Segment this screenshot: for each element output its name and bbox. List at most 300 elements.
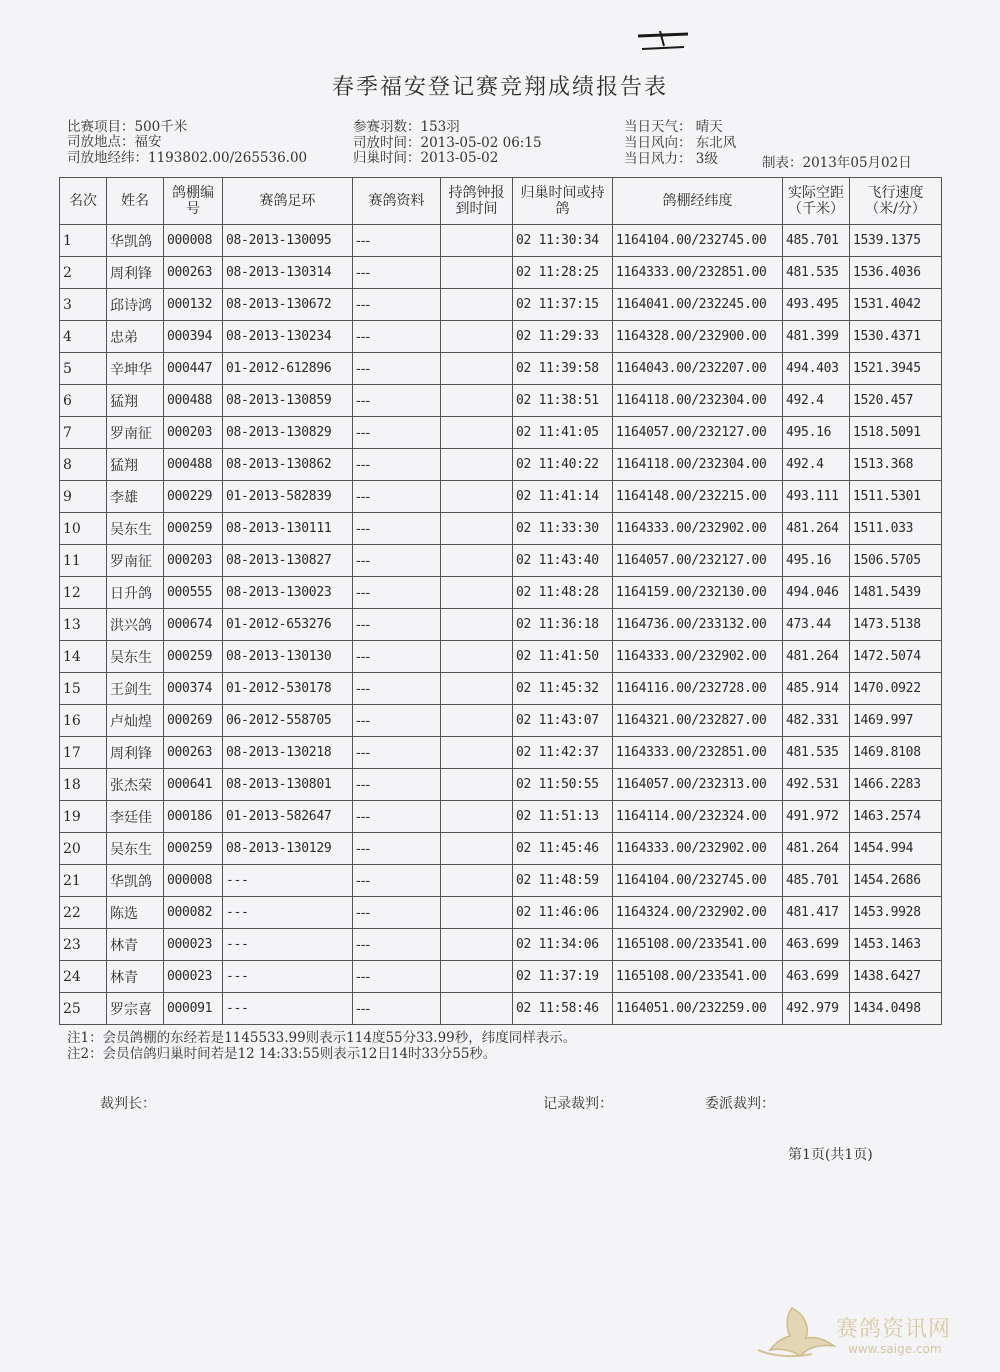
cell-clock [441, 353, 513, 385]
cell-coords: 1164333.00/232851.00 [613, 737, 783, 769]
cell-speed: 1511.5301 [850, 481, 942, 513]
weather: 当日天气： 晴天 [624, 119, 723, 135]
cell-info: --- [353, 865, 441, 897]
header-name: 姓名 [107, 178, 164, 225]
watermark-text: 赛鸽资讯网 [836, 1317, 952, 1342]
table-row [60, 641, 942, 673]
cell-rank: 12 [60, 577, 107, 609]
cell-loft-no: 000229 [164, 481, 223, 513]
cell-arrival: 02 11:48:59 [513, 865, 613, 897]
cell-name: 林青 [107, 929, 164, 961]
cell-clock [441, 705, 513, 737]
table-row [60, 225, 942, 257]
cell-speed: 1520.457 [850, 385, 942, 417]
cell-rank: 23 [60, 929, 107, 961]
cell-arrival: 02 11:42:37 [513, 737, 613, 769]
cell-clock [441, 929, 513, 961]
cell-speed: 1466.2283 [850, 769, 942, 801]
cell-info: --- [353, 833, 441, 865]
cell-name: 李雄 [107, 481, 164, 513]
page-number: 第1页(共1页) [788, 1147, 873, 1163]
cell-arrival: 02 11:45:46 [513, 833, 613, 865]
table-row [60, 769, 942, 801]
cell-info: --- [353, 673, 441, 705]
cell-arrival: 02 11:41:50 [513, 641, 613, 673]
cell-rank: 15 [60, 673, 107, 705]
cell-speed: 1453.1463 [850, 929, 942, 961]
cell-info: --- [353, 577, 441, 609]
cell-distance: 492.979 [783, 993, 850, 1025]
cell-loft-no: 000023 [164, 961, 223, 993]
table-row [60, 385, 942, 417]
cell-distance: 485.701 [783, 225, 850, 257]
cell-name: 吴东生 [107, 833, 164, 865]
cell-loft-no: 000259 [164, 833, 223, 865]
cell-name: 辛坤华 [107, 353, 164, 385]
cell-speed: 1513.368 [850, 449, 942, 481]
cell-rank: 1 [60, 225, 107, 257]
cell-coords: 1164333.00/232851.00 [613, 257, 783, 289]
cell-coords: 1164148.00/232215.00 [613, 481, 783, 513]
cell-distance: 494.403 [783, 353, 850, 385]
cell-loft-no: 000394 [164, 321, 223, 353]
cell-name: 日升鸽 [107, 577, 164, 609]
cell-loft-no: 000488 [164, 449, 223, 481]
cell-clock [441, 321, 513, 353]
cell-speed: 1434.0498 [850, 993, 942, 1025]
cell-loft-no: 000091 [164, 993, 223, 1025]
cell-coords: 1164324.00/232902.00 [613, 897, 783, 929]
cell-rank: 13 [60, 609, 107, 641]
cell-info: --- [353, 609, 441, 641]
cell-arrival: 02 11:58:46 [513, 993, 613, 1025]
cell-distance: 481.264 [783, 513, 850, 545]
cell-clock [441, 225, 513, 257]
cell-clock [441, 257, 513, 289]
cell-rank: 16 [60, 705, 107, 737]
cell-ring: 01-2012-530178 [223, 673, 353, 705]
cell-name: 王剑生 [107, 673, 164, 705]
cell-name: 邱诗鸿 [107, 289, 164, 321]
cell-clock [441, 769, 513, 801]
cell-loft-no: 000555 [164, 577, 223, 609]
cell-loft-no: 000203 [164, 545, 223, 577]
table-row [60, 545, 942, 577]
table-row [60, 993, 942, 1025]
cell-name: 吴东生 [107, 513, 164, 545]
cell-clock [441, 481, 513, 513]
cell-ring: 08-2013-130129 [223, 833, 353, 865]
cell-name: 华凯鸽 [107, 865, 164, 897]
table-row [60, 417, 942, 449]
cell-speed: 1454.2686 [850, 865, 942, 897]
cell-arrival: 02 11:38:51 [513, 385, 613, 417]
cell-arrival: 02 11:41:05 [513, 417, 613, 449]
report-title: 春季福安登记赛竞翔成绩报告表 [331, 75, 668, 100]
cell-coords: 1164051.00/232259.00 [613, 993, 783, 1025]
cell-clock [441, 865, 513, 897]
header-distance: 实际空距（千米） [783, 178, 850, 225]
cell-distance: 493.111 [783, 481, 850, 513]
cell-coords: 1164043.00/232207.00 [613, 353, 783, 385]
cell-rank: 19 [60, 801, 107, 833]
cell-ring: 01-2013-582839 [223, 481, 353, 513]
cell-arrival: 02 11:51:13 [513, 801, 613, 833]
cell-coords: 1164041.00/232245.00 [613, 289, 783, 321]
cell-rank: 25 [60, 993, 107, 1025]
cell-rank: 17 [60, 737, 107, 769]
cell-coords: 1164057.00/232127.00 [613, 545, 783, 577]
release-time: 司放时间：2013-05-02 06:15 [353, 135, 542, 151]
return-time: 归巢时间：2013-05-02 [353, 150, 499, 166]
results-table [59, 177, 942, 1025]
cell-arrival: 02 11:43:07 [513, 705, 613, 737]
table-row [60, 801, 942, 833]
cell-info: --- [353, 225, 441, 257]
cell-clock [441, 737, 513, 769]
release-place: 司放地点：福安 [67, 134, 162, 150]
wind-direction: 当日风向： 东北风 [624, 135, 737, 151]
cell-loft-no: 000186 [164, 801, 223, 833]
cell-name: 忠弟 [107, 321, 164, 353]
cell-name: 猛翔 [107, 449, 164, 481]
cell-speed: 1531.4042 [850, 289, 942, 321]
cell-speed: 1530.4371 [850, 321, 942, 353]
cell-info: --- [353, 961, 441, 993]
watermark-url: www.saige.com [848, 1342, 942, 1356]
cell-rank: 21 [60, 865, 107, 897]
cell-arrival: 02 11:48:28 [513, 577, 613, 609]
cell-name: 猛翔 [107, 385, 164, 417]
cell-ring: 08-2013-130829 [223, 417, 353, 449]
handwritten-mark-icon [634, 28, 692, 52]
entries-count: 参赛羽数：153羽 [353, 119, 460, 135]
cell-ring: 01-2012-612896 [223, 353, 353, 385]
note-2: 注2：会员信鸽归巢时间若是12 14:33:55则表示12日14时33分55秒。 [67, 1046, 497, 1062]
cell-ring: 01-2012-653276 [223, 609, 353, 641]
header-row [60, 178, 942, 225]
cell-name: 周利锋 [107, 257, 164, 289]
cell-coords: 1164118.00/232304.00 [613, 385, 783, 417]
cell-rank: 2 [60, 257, 107, 289]
cell-speed: 1539.1375 [850, 225, 942, 257]
cell-speed: 1521.3945 [850, 353, 942, 385]
cell-info: --- [353, 641, 441, 673]
cell-clock [441, 513, 513, 545]
cell-ring: 08-2013-130314 [223, 257, 353, 289]
header-rank: 名次 [60, 178, 107, 225]
cell-coords: 1164114.00/232324.00 [613, 801, 783, 833]
cell-speed: 1506.5705 [850, 545, 942, 577]
cell-distance: 481.417 [783, 897, 850, 929]
cell-speed: 1470.0922 [850, 673, 942, 705]
cell-clock [441, 993, 513, 1025]
table-row [60, 513, 942, 545]
cell-arrival: 02 11:30:34 [513, 225, 613, 257]
cell-coords: 1164116.00/232728.00 [613, 673, 783, 705]
assigned-judge-label: 委派裁判： [705, 1096, 775, 1112]
table-row [60, 737, 942, 769]
cell-arrival: 02 11:39:58 [513, 353, 613, 385]
cell-rank: 3 [60, 289, 107, 321]
cell-clock [441, 449, 513, 481]
cell-ring: 08-2013-130859 [223, 385, 353, 417]
cell-distance: 495.16 [783, 417, 850, 449]
note-1: 注1：会员鸽棚的东经若是1145533.99则表示114度55分33.99秒，纬度同样表示。 [67, 1030, 577, 1046]
cell-name: 林青 [107, 961, 164, 993]
cell-speed: 1511.033 [850, 513, 942, 545]
header-speed: 飞行速度（米/分） [850, 178, 942, 225]
table-row [60, 833, 942, 865]
table-row [60, 321, 942, 353]
cell-clock [441, 385, 513, 417]
cell-loft-no: 000263 [164, 257, 223, 289]
cell-clock [441, 833, 513, 865]
cell-name: 陈选 [107, 897, 164, 929]
cell-speed: 1469.997 [850, 705, 942, 737]
cell-clock [441, 545, 513, 577]
cell-ring: 08-2013-130130 [223, 641, 353, 673]
cell-rank: 22 [60, 897, 107, 929]
record-judge-label: 记录裁判： [543, 1096, 613, 1112]
cell-arrival: 02 11:41:14 [513, 481, 613, 513]
chief-judge-label: 裁判长： [100, 1096, 156, 1112]
cell-loft-no: 000263 [164, 737, 223, 769]
cell-arrival: 02 11:50:55 [513, 769, 613, 801]
cell-ring: 08-2013-130111 [223, 513, 353, 545]
cell-coords: 1164104.00/232745.00 [613, 225, 783, 257]
cell-speed: 1481.5439 [850, 577, 942, 609]
cell-info: --- [353, 353, 441, 385]
results-body [60, 225, 942, 1025]
cell-info: --- [353, 801, 441, 833]
table-row [60, 577, 942, 609]
cell-loft-no: 000447 [164, 353, 223, 385]
cell-clock [441, 609, 513, 641]
cell-ring: 08-2013-130801 [223, 769, 353, 801]
cell-info: --- [353, 929, 441, 961]
cell-distance: 463.699 [783, 929, 850, 961]
cell-arrival: 02 11:28:25 [513, 257, 613, 289]
cell-arrival: 02 11:29:33 [513, 321, 613, 353]
cell-arrival: 02 11:43:40 [513, 545, 613, 577]
cell-loft-no: 000269 [164, 705, 223, 737]
table-row [60, 705, 942, 737]
cell-info: --- [353, 993, 441, 1025]
cell-name: 卢灿煌 [107, 705, 164, 737]
cell-distance: 482.331 [783, 705, 850, 737]
cell-distance: 481.264 [783, 641, 850, 673]
cell-ring: 01-2013-582647 [223, 801, 353, 833]
cell-distance: 492.4 [783, 449, 850, 481]
cell-arrival: 02 11:37:19 [513, 961, 613, 993]
cell-loft-no: 000259 [164, 641, 223, 673]
cell-info: --- [353, 737, 441, 769]
cell-loft-no: 000488 [164, 385, 223, 417]
cell-distance: 492.531 [783, 769, 850, 801]
cell-arrival: 02 11:46:06 [513, 897, 613, 929]
cell-arrival: 02 11:40:22 [513, 449, 613, 481]
cell-info: --- [353, 289, 441, 321]
cell-arrival: 02 11:34:06 [513, 929, 613, 961]
cell-ring: 08-2013-130862 [223, 449, 353, 481]
cell-ring: 08-2013-130827 [223, 545, 353, 577]
cell-distance: 463.699 [783, 961, 850, 993]
cell-name: 李廷佳 [107, 801, 164, 833]
cell-ring: --- [223, 961, 353, 993]
header-info: 赛鸽资料 [353, 178, 441, 225]
cell-rank: 11 [60, 545, 107, 577]
race-item: 比赛项目：500千米 [67, 119, 188, 135]
cell-ring: --- [223, 993, 353, 1025]
cell-distance: 481.535 [783, 737, 850, 769]
cell-coords: 1165108.00/233541.00 [613, 961, 783, 993]
cell-info: --- [353, 321, 441, 353]
header-clock: 持鸽钟报到时间 [441, 178, 513, 225]
cell-loft-no: 000132 [164, 289, 223, 321]
cell-speed: 1454.994 [850, 833, 942, 865]
cell-rank: 18 [60, 769, 107, 801]
cell-ring: --- [223, 897, 353, 929]
cell-rank: 4 [60, 321, 107, 353]
cell-rank: 8 [60, 449, 107, 481]
cell-rank: 7 [60, 417, 107, 449]
cell-speed: 1438.6427 [850, 961, 942, 993]
cell-rank: 24 [60, 961, 107, 993]
cell-rank: 14 [60, 641, 107, 673]
cell-speed: 1518.5091 [850, 417, 942, 449]
cell-loft-no: 000008 [164, 225, 223, 257]
cell-ring: --- [223, 865, 353, 897]
cell-name: 张杰荣 [107, 769, 164, 801]
cell-info: --- [353, 705, 441, 737]
cell-clock [441, 417, 513, 449]
cell-ring: 08-2013-130218 [223, 737, 353, 769]
cell-rank: 5 [60, 353, 107, 385]
cell-clock [441, 577, 513, 609]
cell-coords: 1164159.00/232130.00 [613, 577, 783, 609]
cell-coords: 1164333.00/232902.00 [613, 513, 783, 545]
table-row [60, 673, 942, 705]
cell-loft-no: 000259 [164, 513, 223, 545]
cell-distance: 481.399 [783, 321, 850, 353]
table-row [60, 961, 942, 993]
cell-rank: 10 [60, 513, 107, 545]
cell-distance: 495.16 [783, 545, 850, 577]
cell-info: --- [353, 897, 441, 929]
cell-rank: 9 [60, 481, 107, 513]
cell-loft-no: 000674 [164, 609, 223, 641]
header-ring: 赛鸽足环 [223, 178, 353, 225]
cell-clock [441, 289, 513, 321]
table-row [60, 257, 942, 289]
table-row [60, 353, 942, 385]
cell-loft-no: 000203 [164, 417, 223, 449]
cell-coords: 1164118.00/232304.00 [613, 449, 783, 481]
cell-info: --- [353, 481, 441, 513]
cell-name: 洪兴鸽 [107, 609, 164, 641]
table-row [60, 865, 942, 897]
cell-ring: --- [223, 929, 353, 961]
header-coords: 鸽棚经纬度 [613, 178, 783, 225]
cell-distance: 473.44 [783, 609, 850, 641]
cell-coords: 1164333.00/232902.00 [613, 833, 783, 865]
cell-loft-no: 000008 [164, 865, 223, 897]
cell-ring: 08-2013-130095 [223, 225, 353, 257]
cell-ring: 08-2013-130234 [223, 321, 353, 353]
table-row [60, 289, 942, 321]
cell-coords: 1164104.00/232745.00 [613, 865, 783, 897]
header-loft-no: 鸽棚编号 [164, 178, 223, 225]
table-row [60, 897, 942, 929]
cell-coords: 1164057.00/232313.00 [613, 769, 783, 801]
cell-distance: 485.914 [783, 673, 850, 705]
notes [67, 1030, 576, 1062]
cell-coords: 1164736.00/233132.00 [613, 609, 783, 641]
cell-name: 罗南征 [107, 417, 164, 449]
cell-name: 周利锋 [107, 737, 164, 769]
cell-distance: 493.495 [783, 289, 850, 321]
cell-distance: 494.046 [783, 577, 850, 609]
cell-clock [441, 641, 513, 673]
cell-coords: 1165108.00/233541.00 [613, 929, 783, 961]
header-arrival: 归巢时间或持鸽 [513, 178, 613, 225]
table-row [60, 609, 942, 641]
cell-clock [441, 961, 513, 993]
cell-arrival: 02 11:36:18 [513, 609, 613, 641]
cell-arrival: 02 11:37:15 [513, 289, 613, 321]
cell-loft-no: 000023 [164, 929, 223, 961]
cell-rank: 20 [60, 833, 107, 865]
cell-speed: 1473.5138 [850, 609, 942, 641]
cell-name: 罗宗喜 [107, 993, 164, 1025]
cell-distance: 481.264 [783, 833, 850, 865]
cell-loft-no: 000641 [164, 769, 223, 801]
cell-arrival: 02 11:33:30 [513, 513, 613, 545]
cell-distance: 491.972 [783, 801, 850, 833]
cell-speed: 1472.5074 [850, 641, 942, 673]
cell-ring: 08-2013-130672 [223, 289, 353, 321]
cell-distance: 492.4 [783, 385, 850, 417]
cell-ring: 06-2012-558705 [223, 705, 353, 737]
cell-arrival: 02 11:45:32 [513, 673, 613, 705]
release-coords: 司放地经纬：1193802.00/265536.00 [67, 150, 308, 166]
cell-name: 华凯鸽 [107, 225, 164, 257]
cell-info: --- [353, 385, 441, 417]
cell-clock [441, 673, 513, 705]
cell-speed: 1453.9928 [850, 897, 942, 929]
cell-distance: 485.701 [783, 865, 850, 897]
cell-loft-no: 000374 [164, 673, 223, 705]
cell-info: --- [353, 769, 441, 801]
cell-info: --- [353, 449, 441, 481]
cell-info: --- [353, 513, 441, 545]
cell-clock [441, 801, 513, 833]
cell-clock [441, 897, 513, 929]
wind-force: 当日风力： 3级 [624, 151, 718, 167]
watermark-pigeon-logo-icon [752, 1300, 838, 1362]
cell-name: 吴东生 [107, 641, 164, 673]
cell-speed: 1463.2574 [850, 801, 942, 833]
cell-loft-no: 000082 [164, 897, 223, 929]
cell-speed: 1536.4036 [850, 257, 942, 289]
cell-coords: 1164328.00/232900.00 [613, 321, 783, 353]
cell-ring: 08-2013-130023 [223, 577, 353, 609]
made-date: 制表：2013年05月02日 [762, 155, 912, 171]
cell-coords: 1164057.00/232127.00 [613, 417, 783, 449]
cell-rank: 6 [60, 385, 107, 417]
cell-name: 罗南征 [107, 545, 164, 577]
